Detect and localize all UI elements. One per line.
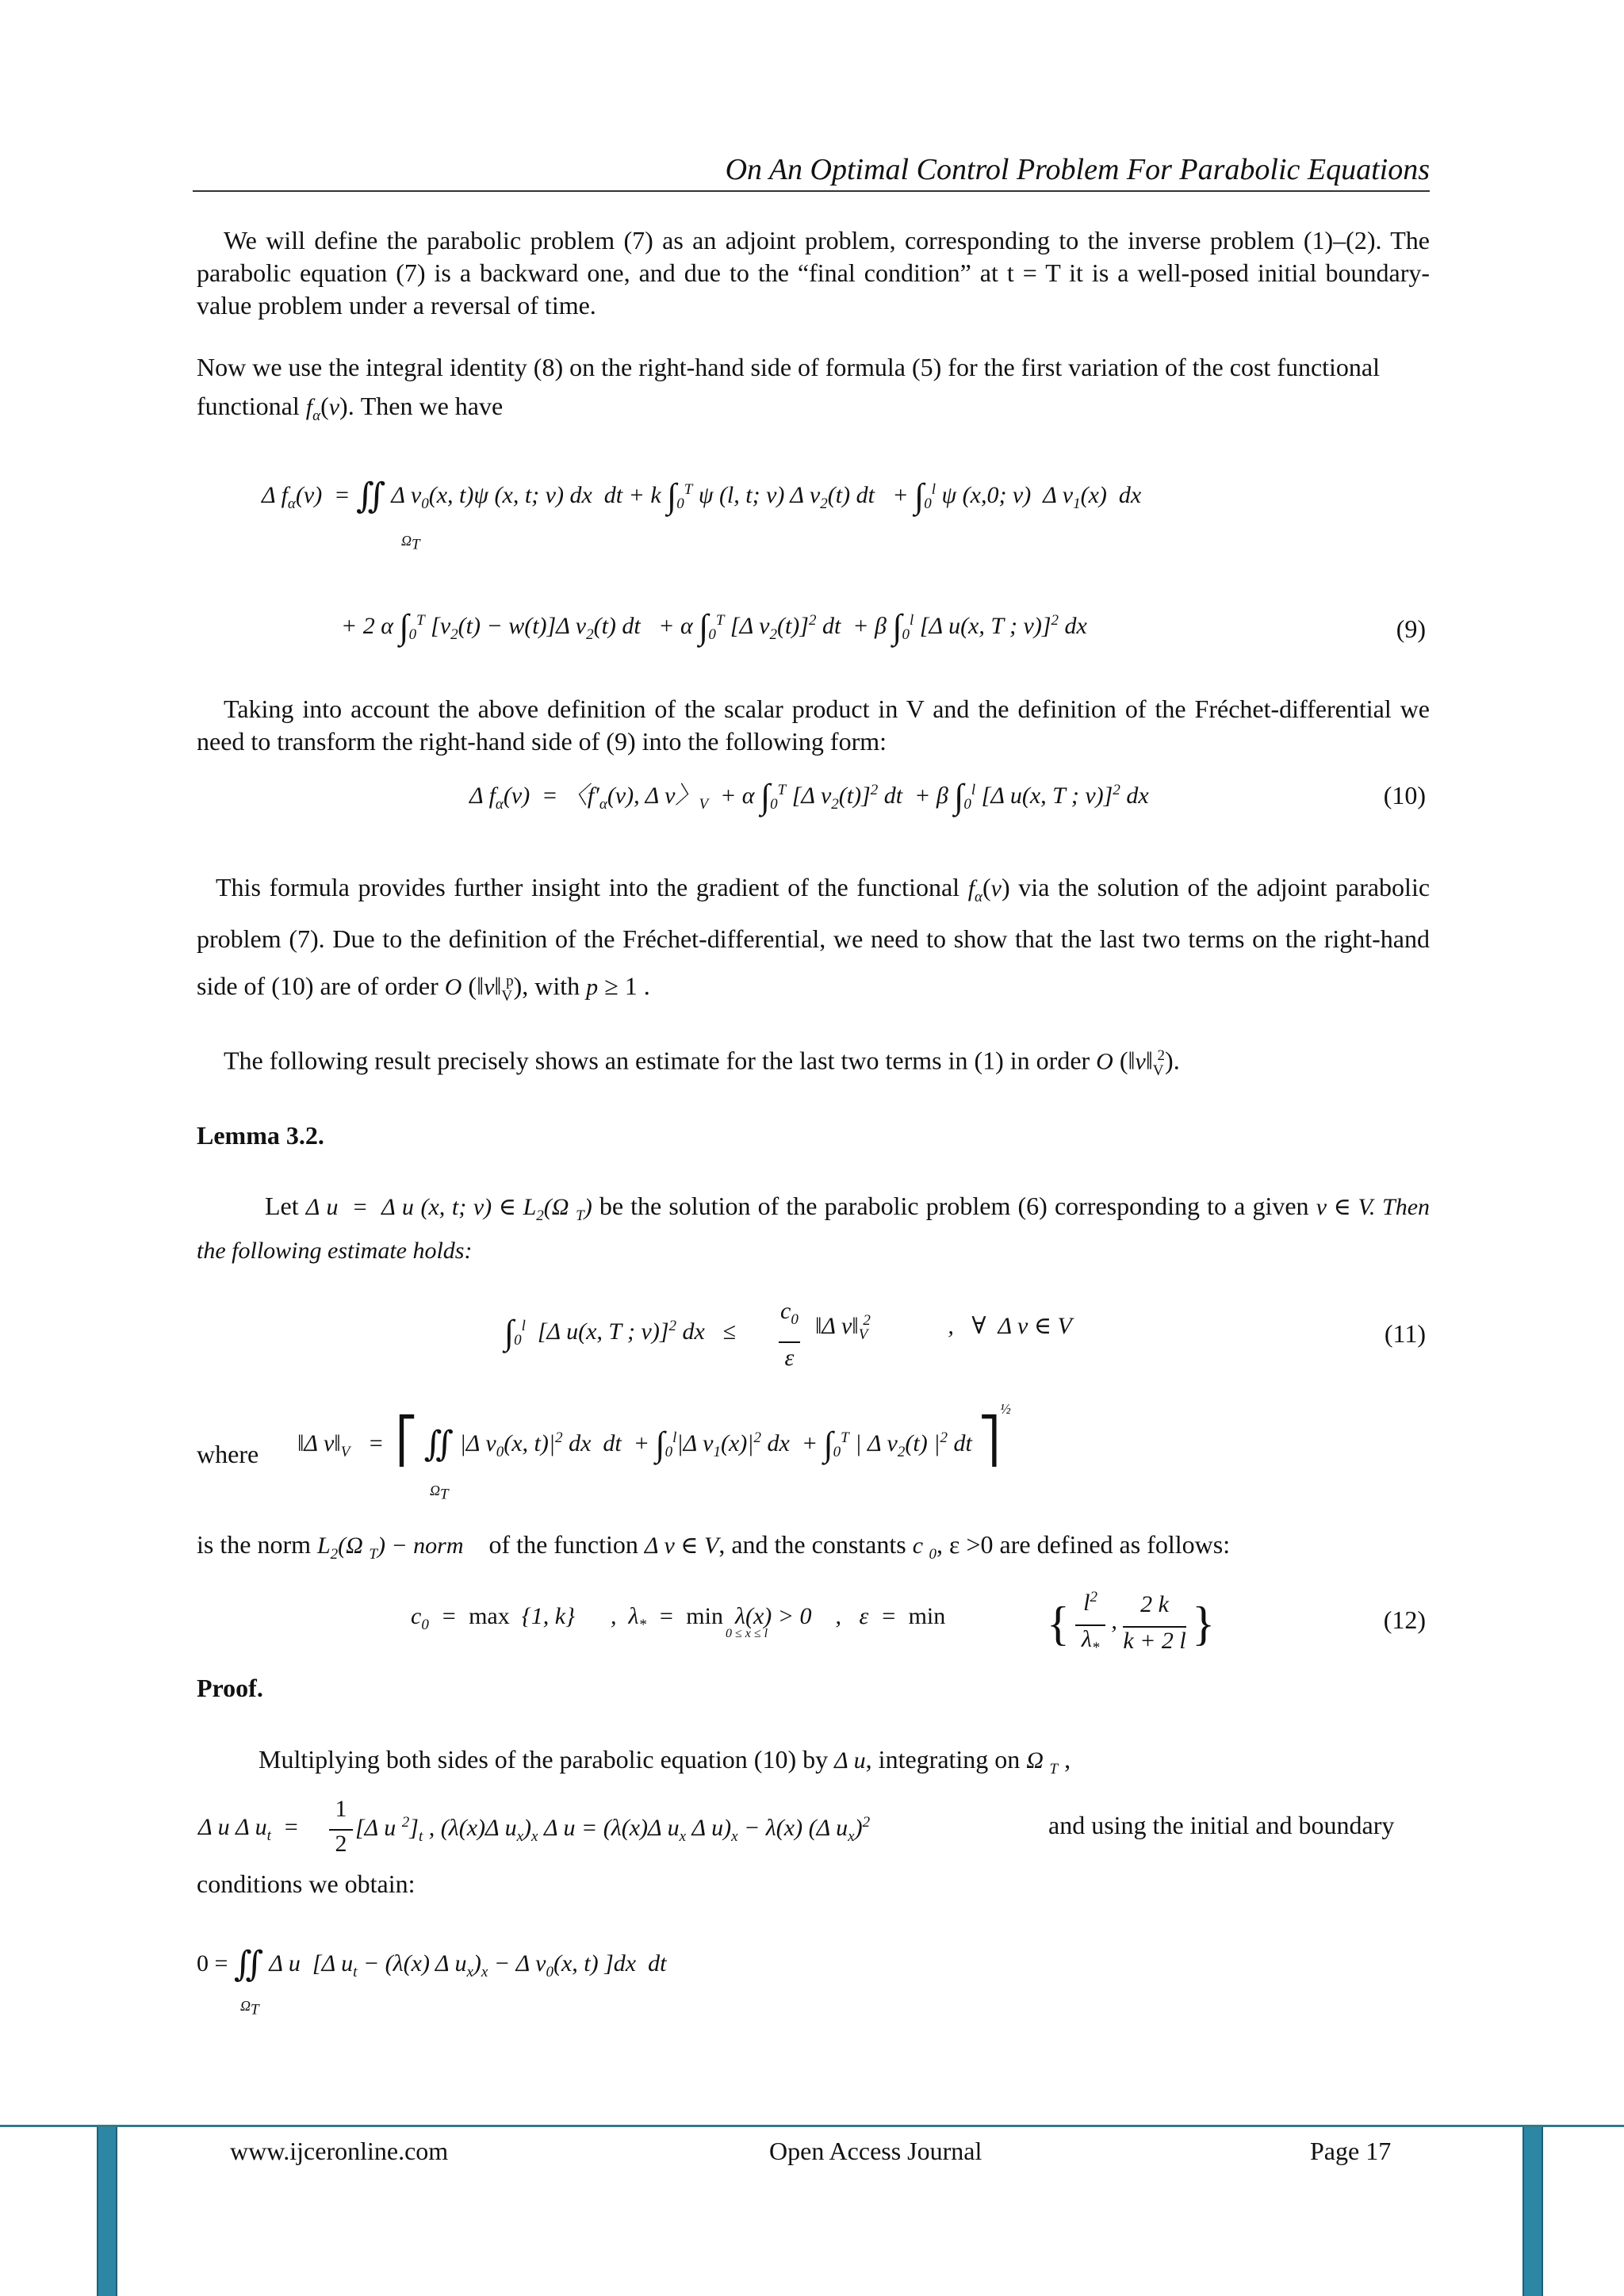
footer-website: www.ijceronline.com <box>230 2137 449 2165</box>
equation-10: Δ $f_\alpha(v)$ = 〈$f'_\alpha(v)$, Δ v〉$_V$ + α $\int_0^T$ [Δ $v_2(t)]^2$ dt + β $\int_0^l$ [Δ u(x, T ; v)]$^2$ dx <box>469 777 1149 816</box>
equation-half-fraction: 1 2 <box>329 1796 353 1857</box>
equation-12-min-range: 0 ≤ x ≤ l <box>726 1627 768 1640</box>
equation-proof-domain: $\Omega_T$ <box>240 1998 259 2019</box>
equation-identities-rest: [Δ u $^2]_t$ , (λ(x)Δ $u_x)_x$ Δ u = (λ(x)Δ $u_x$ Δ $u)_x - \lambda(x)$ (Δ $u_x)^2$ <box>355 1814 871 1845</box>
equation-number: (9) <box>1396 614 1426 643</box>
paragraph-text: , with <box>522 971 580 1001</box>
paragraph-text: via the solution of the adjoint parabolic problem (7). Due to the definition of the Fréchet-differential, we need to show that the last two terms on the right-hand side of (10) are of order <box>197 873 1431 1001</box>
equation-9-line2: + 2 α $\int_0^T$ $[v_2(t) - w(t)]\Delta$ $v_2(t)$ dt + α $\int_0^T$ [Δ $v_2(t)]^2$ dt + β $\int_0^l$ [Δ u(x, T ; v)]$^2$ dx <box>341 607 1087 646</box>
proof-heading: Proof. <box>197 1674 263 1702</box>
paragraph-proof-start: Multiplying both sides of the parabolic equation (10) by Δ u, integrating on Ω $_T$ , <box>259 1745 1071 1777</box>
paragraph-text: be the solution of the parabolic problem (6) corresponding to a given <box>599 1192 1309 1220</box>
paragraph-text: is the norm <box>197 1530 311 1559</box>
equation-proof-integral: 0 = ∬ Δ u [Δ $u_t - (\lambda(x)$ Δ $u_x)_x - \Delta$ $v_0(x$, t) ]dx dt <box>197 1945 667 1984</box>
equation-norm-domain: $\Omega_T$ <box>430 1483 449 1503</box>
equation-9-line1: Δ $f_\alpha(v)$ = ∬ Δ $v_0(x$, t)ψ (x, t; v) dx dt + k $\int_0^T$ ψ (l, t; v) Δ $v_2(t)$ dt + $\int_0^l$ ψ (x,0; v) Δ $v_1(x)$ dx <box>262 476 1142 515</box>
paragraph-text: , integrating on <box>865 1745 1021 1774</box>
paragraph-text: Multiplying both sides of the parabolic equation (10) by <box>259 1745 829 1774</box>
footer-page-number: Page 17 <box>1310 2137 1392 2165</box>
paragraph-text: , ε >0 are defined as follows: <box>936 1530 1231 1559</box>
where-label: where <box>197 1440 259 1468</box>
footer-divider <box>0 2125 1624 2127</box>
equation-11-norm: ‖Δ $v‖_V^2$ , ∀ Δ v ∈ V <box>815 1312 1072 1343</box>
paragraph-lemma-statement: Let Δ u = Δ u (x, t; v) ∈ $L_2(\Omega$ $_T$) be the solution of the parabolic problem (6) corresponding to a given v ∈ V. Then the following estimate holds: <box>197 1192 1431 1264</box>
footer-right-bar <box>1522 2127 1543 2296</box>
running-header: On An Optimal Control Problem For Parabolic Equations <box>725 153 1430 186</box>
paragraph-functional-line: functional $f_\alpha(v)$. Then we have <box>197 392 504 424</box>
paragraph-text: and using the initial and boundary <box>1048 1811 1395 1839</box>
paragraph-estimate-intro: The following result precisely shows an estimate for the last two terms in (1) in order O $(‖v‖_V^2)$. <box>224 1046 1180 1080</box>
paragraph-norm-definition: is the norm $L_2(\Omega$ $_T$) − norm of the function Δ v ∈ V, and the constants c $_0$, ε >0 are defined as follows: <box>197 1530 1231 1563</box>
paragraph-text: conditions we obtain: <box>197 1869 416 1898</box>
equation-9-domain: $\Omega_T$ <box>401 533 420 553</box>
equation-12-set: { $l^2$ $\lambda_*$ , 2 k k + 2 l } <box>1047 1589 1216 1656</box>
equation-11-fraction: $c_0$ ε <box>779 1298 800 1371</box>
paragraph-text: v ∈ V. Then the following estimate holds: <box>197 1194 1431 1264</box>
paragraph-text: This formula provides further insight into the gradient of the functional <box>216 873 960 901</box>
paragraph-text: Now we use the integral identity (8) on the right-hand side of formula (5) for the first variation of the cost functional <box>197 353 1381 381</box>
footer-journal: Open Access Journal <box>769 2137 982 2165</box>
paragraph-text: The following result precisely shows an estimate for the last two terms in (1) in order <box>224 1046 1090 1075</box>
paragraph-gradient: This formula provides further insight into the gradient of the functional $f_\alpha(v)$ via the solution of the adjoint parabolic problem (7). Due to the definition of the Fréchet-differential, we need to show that the last two terms on the right-hand side of (10) are of order O $(‖v‖_V^p)$, with p ≥ 1 . <box>197 873 1431 1005</box>
equation-norm-definition: ‖Δ $v‖_V$ = ⎡ ∬ |Δ $v_0(x$, $t)|^2$ dx dt + $\int_0^l|\Delta$ $v_1(x)|^2$ dx + $\int_0^T$ | Δ $v_2(t)$ $|^2$ dt ⎤$^{\frac{1}{2}}$ <box>297 1401 1011 1466</box>
header-divider <box>193 190 1430 192</box>
equation-number: (11) <box>1384 1319 1426 1348</box>
equation-number: (12) <box>1383 1605 1426 1634</box>
equation-number: (10) <box>1383 781 1426 809</box>
footer-left-bar <box>97 2127 117 2296</box>
equation-identities: Δ u Δ $u_t$ = <box>198 1814 300 1844</box>
paragraph-text: Let <box>265 1192 299 1220</box>
equation-11: $\int_0^l$ [Δ u(x, T ; v)]$^2$ dx ≤ <box>504 1313 748 1352</box>
lemma-heading: Lemma 3.2. <box>197 1121 324 1150</box>
paragraph-text: , and the constants <box>718 1530 906 1559</box>
paragraph-frechet: Taking into account the above definition of the scalar product in V and the definition of the Fréchet-differential we need to transform the right-hand side of (9) into the following form: <box>197 695 1430 756</box>
equation-12: $c_0 = \max \{1$, k} , $\lambda_* = \min \lambda(x) > 0$ , ε = min <box>411 1603 946 1633</box>
paragraph-adjoint-definition: We will define the parabolic problem (7) as an adjoint problem, corresponding to the inverse problem (1)–(2). The parabolic equation (7) is a backward one, and due to the “final condition” at t = T it is a well-posed initial boundary-value problem under a reversal of time. <box>197 226 1430 320</box>
paragraph-text: of the function <box>488 1530 638 1559</box>
paragraph-text: . Then we have <box>347 392 504 420</box>
paragraph-integral-identity <box>197 351 1430 384</box>
